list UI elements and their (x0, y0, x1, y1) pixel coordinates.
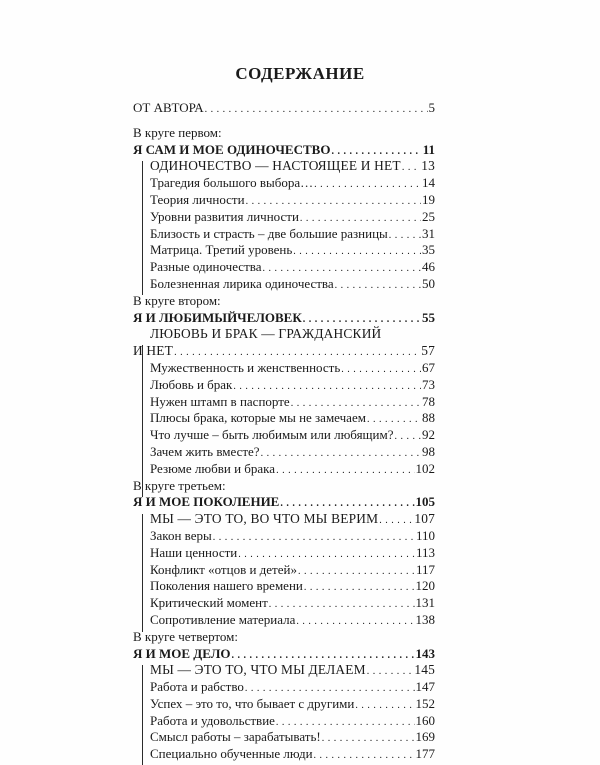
entry-page: 147 (415, 679, 435, 695)
entry-page: 92 (422, 427, 435, 443)
entry-page: 14 (422, 175, 435, 191)
toc-entry[interactable] (133, 175, 435, 192)
toc-entry[interactable] (133, 461, 435, 478)
toc-part-2 (133, 293, 435, 478)
entry-page: 88 (422, 410, 435, 426)
entry-page: 55 (422, 309, 435, 325)
entry-label-line2: И НЕТ (133, 343, 174, 359)
entry-label: Теория личности (150, 191, 245, 207)
toc-part-1 (133, 125, 435, 293)
entry-page: 152 (415, 695, 435, 711)
page-title: СОДЕРЖАНИЕ (235, 64, 365, 83)
toc-entry[interactable] (133, 696, 435, 713)
entry-page: 35 (422, 242, 435, 258)
toc-entry[interactable] (133, 326, 435, 360)
entry-page: 25 (422, 208, 435, 224)
toc-part-3 (133, 478, 435, 629)
toc-entry[interactable] (133, 226, 435, 243)
toc-entry[interactable] (133, 410, 435, 427)
entry-page: 110 (415, 527, 435, 543)
part-circle-label (133, 478, 435, 495)
toc-entry-intro[interactable] (133, 100, 435, 117)
toc-entry[interactable] (133, 158, 435, 175)
circle-text: В круге втором: (133, 292, 221, 308)
entry-label: Закон веры (150, 527, 212, 543)
entry-page: 31 (422, 225, 435, 241)
toc-entry[interactable] (133, 377, 435, 394)
toc-entry[interactable] (133, 259, 435, 276)
circle-text: В круге третьем: (133, 477, 226, 493)
entry-page: 98 (422, 443, 435, 459)
entry-page: 117 (415, 561, 435, 577)
part-circle-label (133, 125, 435, 142)
entry-page: 73 (422, 376, 435, 392)
toc-entry[interactable] (133, 360, 435, 377)
entry-label-line2-row (133, 343, 435, 360)
toc-entry[interactable] (133, 209, 435, 226)
entry-label: Близость и страсть – две большие разницы (150, 225, 388, 241)
entry-label: Я САМ И МОЕ ОДИНОЧЕСТВО (133, 141, 331, 157)
toc-entry[interactable] (133, 394, 435, 411)
toc-entry[interactable] (133, 595, 435, 612)
entry-label: Любовь и брак (150, 376, 233, 392)
entry-label: Поколения нашего времени (150, 578, 303, 594)
toc-entry-heading[interactable] (133, 494, 435, 511)
toc-entry[interactable] (133, 528, 435, 545)
entry-page: 107 (414, 511, 435, 527)
circle-text: В круге первом: (133, 124, 222, 140)
entry-label: Что лучше – быть любимым или любящим? (150, 427, 394, 443)
entry-label: Смысл работы – зарабатывать! (150, 729, 321, 745)
toc-entry[interactable] (133, 242, 435, 259)
toc-entry[interactable] (133, 679, 435, 696)
toc-entry-heading[interactable] (133, 310, 435, 327)
entry-label: Успех – это то, что бывает с другими (150, 695, 355, 711)
part-circle-label (133, 293, 435, 310)
entry-label: ОТ АВТОРА (133, 100, 204, 115)
entry-label: Я И ЛЮБИМЫЙЧЕЛОВЕК (133, 309, 302, 325)
entry-label: МЫ — ЭТО ТО, ЧТО МЫ ДЕЛАЕМ (150, 662, 366, 678)
toc-entry[interactable] (133, 662, 435, 679)
entry-label: Работа и удовольствие (150, 712, 275, 728)
entry-page: 13 (421, 158, 435, 174)
toc-entry[interactable] (133, 511, 435, 528)
entry-label: Болезненная лирика одиночества (150, 275, 334, 291)
entry-page: 105 (415, 494, 435, 510)
entry-label: Критический момент (150, 595, 268, 611)
entry-page: 120 (415, 578, 435, 594)
entry-label: Матрица. Третий уровень (150, 242, 293, 258)
entry-label: Наши ценности (150, 544, 238, 560)
entry-page: 160 (415, 712, 435, 728)
entry-page: 113 (415, 544, 435, 560)
entry-label: Плюсы брака, которые мы не замечаем (150, 410, 366, 426)
entry-label: Разные одиночества (150, 259, 262, 275)
entry-page: 50 (422, 275, 435, 291)
entry-page: 102 (415, 460, 435, 476)
entry-page: 138 (415, 611, 435, 627)
entry-label: Работа и рабство (150, 679, 244, 695)
entry-page: 5 (428, 100, 435, 115)
toc-entry-heading[interactable] (133, 646, 435, 663)
toc-entry[interactable] (133, 444, 435, 461)
toc-entry[interactable] (133, 192, 435, 209)
toc-entry[interactable] (133, 612, 435, 629)
toc-entry[interactable] (133, 746, 435, 763)
entry-page: 19 (422, 191, 435, 207)
toc-entry[interactable] (133, 562, 435, 579)
toc-entry[interactable] (133, 427, 435, 444)
toc-entry[interactable] (133, 713, 435, 730)
entry-label: Специально обученные люди (150, 746, 313, 762)
entry-label: Зачем жить вместе? (150, 443, 260, 459)
dot-leader (314, 748, 415, 765)
entry-page: 131 (415, 595, 435, 611)
entry-label: Сопротивление материала (150, 611, 296, 627)
entry-page: 46 (422, 259, 435, 275)
entry-label: Конфликт «отцов и детей» (150, 561, 297, 577)
entry-label: Уровни развития личности (150, 208, 299, 224)
toc-entry[interactable] (133, 276, 435, 293)
toc-entry-heading[interactable] (133, 142, 435, 159)
circle-text: В круге четвертом: (133, 628, 238, 644)
entry-label: Мужественность и женственность (150, 359, 341, 375)
toc-entry[interactable] (133, 578, 435, 595)
entry-label: Нужен штамп в паспорте (150, 393, 290, 409)
entry-page: 169 (415, 729, 435, 745)
entry-label: Резюме любви и брака (150, 460, 276, 476)
entry-label-line1: ЛЮБОВЬ И БРАК — ГРАЖДАНСКИЙ (150, 326, 382, 342)
entry-page: 78 (422, 393, 435, 409)
entry-page: 11 (422, 141, 435, 157)
entry-label: Трагедия большого выбора… (150, 175, 314, 191)
part-circle-label (133, 629, 435, 646)
entry-label: ОДИНОЧЕСТВО — НАСТОЯЩЕЕ И НЕТ (150, 158, 401, 174)
entry-page: 67 (422, 359, 435, 375)
table-of-contents (133, 100, 435, 763)
entry-page: 177 (415, 746, 435, 762)
entry-label: Я И МОЕ ДЕЛО (133, 645, 231, 661)
toc-entry[interactable] (133, 729, 435, 746)
dot-leader (205, 102, 428, 119)
toc-part-4 (133, 629, 435, 763)
toc-entry[interactable] (133, 545, 435, 562)
entry-label: Я И МОЕ ПОКОЛЕНИЕ (133, 494, 280, 510)
entry-page: 145 (414, 662, 435, 678)
entry-page: 57 (421, 343, 435, 359)
entry-page: 143 (415, 645, 435, 661)
entry-label: МЫ — ЭТО ТО, ВО ЧТО МЫ ВЕРИМ (150, 511, 379, 527)
